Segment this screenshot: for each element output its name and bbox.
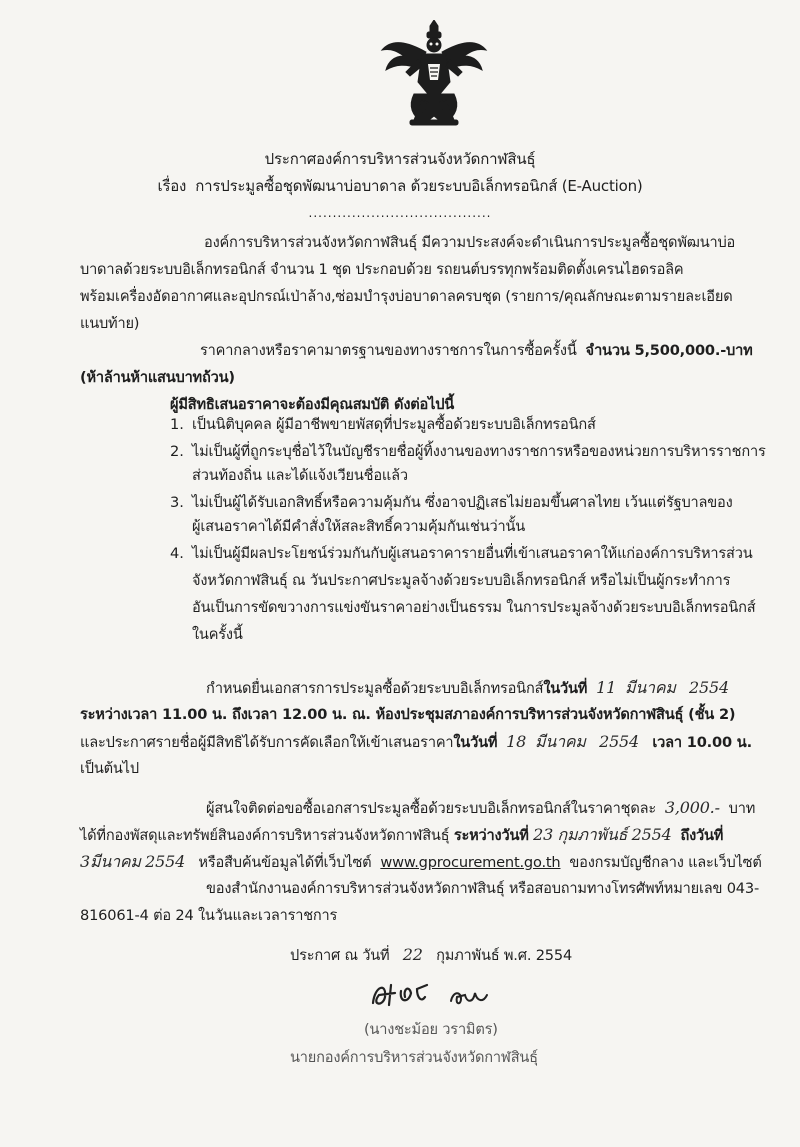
purchase-line-1 — [206, 798, 755, 819]
purchase-end-month: มีนาคม — [89, 852, 141, 871]
schedule-day: 11 — [596, 678, 617, 697]
announce-day: 22 — [402, 945, 423, 964]
qualification-number: 4. — [170, 545, 184, 562]
schedule-text: กำหนดยื่นเอกสารการประมูลซื้อด้วยระบบอิเล็กทรอนิกส์ — [206, 680, 544, 697]
intro-line-1: องค์การบริหารส่วนจังหวัดกาฬสินธุ์ มีความประสงค์จะดำเนินการประมูลซื้อชุดพัฒนาบ่อ — [204, 234, 736, 251]
shortlist-day: 18 — [506, 732, 527, 751]
purchase-price: 3,000.- — [664, 798, 720, 817]
intro-line-2: บาดาลด้วยระบบอิเล็กทรอนิกส์ จำนวน 1 ชุด ประกอบด้วย รถยนต์บรรทุกพร้อมติดตั้งเครนไฮดรอลิค — [80, 261, 684, 278]
qualification-number: 2. — [170, 443, 184, 460]
garuda-emblem-icon — [378, 20, 490, 132]
signer-title: นายกองค์การบริหารส่วนจังหวัดกาฬสินธุ์ — [290, 1049, 538, 1066]
schedule-line-1 — [206, 678, 729, 699]
purchase-line-3 — [80, 852, 762, 873]
qualification-2-line-1: ไม่เป็นผู้ที่ถูกระบุชื่อไว้ในบัญชีรายชื่อผู้ทิ้งงานของทางราชการหรือของหน่วยการบริหารราชการ — [192, 443, 766, 460]
schedule-line-3 — [80, 732, 752, 753]
qualifications-heading: ผู้มีสิทธิเสนอราคาจะต้องมีคุณสมบัติ ดังต่อไปนี้ — [170, 396, 455, 413]
shortlist-text: และประกาศรายชื่อผู้มีสิทธิได้รับการคัดเลือกให้เข้าเสนอราคา — [80, 734, 454, 751]
subject-label: เรื่อง — [157, 177, 187, 195]
purchase-unit: บาท — [728, 800, 756, 817]
price-words: (ห้าล้านห้าแสนบาทถ้วน) — [80, 369, 235, 386]
schedule-date-label: ในวันที่ — [543, 680, 588, 697]
announce-date — [290, 945, 572, 966]
price-label: ราคากลางหรือราคามาตรฐานของทางราชการในการซื้อครั้งนี้ — [200, 342, 577, 359]
schedule-line-4: เป็นต้นไป — [80, 760, 139, 777]
purchase-start-day: 23 — [533, 825, 554, 844]
signature-icon — [365, 975, 505, 1015]
intro-line-3: พร้อมเครื่องอัดอากาศและอุปกรณ์เป่าล้าง,ซ่อมบำรุงบ่อบาดาลครบชุด (รายการ/คุณลักษณะตามรายละเอียด — [80, 288, 733, 305]
qualification-3-line-2: ผู้เสนอราคาได้มีคำสั่งให้สละสิทธิ์ความคุ้มกันเช่นว่านั้น — [192, 518, 526, 535]
shortlist-time: เวลา 10.00 น. — [652, 734, 752, 751]
purchase-text: ผู้สนใจติดต่อขอซื้อเอกสารประมูลซื้อด้วยระบบอิเล็กทรอนิกส์ในราคาชุดละ — [206, 800, 656, 817]
gprocurement-link[interactable]: www.gprocurement.go.th — [380, 854, 561, 871]
qualification-3-line-1: ไม่เป็นผู้ได้รับเอกสิทธิ์หรือความคุ้มกัน ซึ่งอาจปฏิเสธไม่ยอมขึ้นศาลไทย เว้นแต่รัฐบาลของ — [192, 494, 733, 511]
purchase-until-label: ถึงวันที่ — [680, 827, 724, 844]
purchase-start-year: 2554 — [631, 825, 672, 844]
qualification-1-line-1: เป็นนิติบุคคล ผู้มีอาชีพขายพัสดุที่ประมูลซื้อด้วยระบบอิเล็กทรอนิกส์ — [192, 416, 596, 433]
intro-line-4: แนบท้าย) — [80, 315, 140, 332]
purchase-line-4: ของสำนักงานองค์การบริหารส่วนจังหวัดกาฬสินธุ์ หรือสอบถามทางโทรศัพท์หมายเลข 043- — [206, 880, 760, 897]
qualification-4-line-1: ไม่เป็นผู้มีผลประโยชน์ร่วมกันกับผู้เสนอราคารายอื่นที่เข้าเสนอราคาให้แก่องค์การบริหารส่วน — [192, 545, 753, 562]
qualification-4-line-4: ในครั้งนี้ — [192, 626, 243, 643]
schedule-line-2: ระหว่างเวลา 11.00 น. ถึงเวลา 12.00 น. ณ. ห้องประชุมสภาองค์การบริหารส่วนจังหวัดกาฬสินธุ์ (ชั้น 2) — [80, 706, 736, 723]
website-text: หรือสืบค้นข้อมูลได้ที่เว็บไซต์ — [198, 854, 372, 871]
shortlist-year: 2554 — [599, 732, 640, 751]
purchase-end-year: 2554 — [145, 852, 186, 871]
qualification-number: 1. — [170, 416, 184, 433]
purchase-period-label: ระหว่างวันที่ — [453, 827, 529, 844]
qualification-2-line-2: ส่วนท้องถิ่น และได้แจ้งเวียนชื่อแล้ว — [192, 467, 408, 484]
purchase-start-month: กุมภาพันธ์ — [557, 825, 628, 844]
price-line-1 — [200, 341, 753, 361]
announcement-title: ประกาศองค์การบริหารส่วนจังหวัดกาฬสินธุ์ — [264, 150, 536, 168]
schedule-month: มีนาคม — [624, 678, 676, 697]
price-amount: จำนวน 5,500,000.-บาท — [585, 342, 753, 359]
announcement-subject — [0, 176, 800, 196]
shortlist-date-label: ในวันที่ — [453, 734, 498, 751]
qualification-4-line-2: จังหวัดกาฬสินธุ์ ณ วันประกาศประมูลจ้างด้วยระบบอิเล็กทรอนิกส์ หรือไม่เป็นผู้กระทำการ — [192, 572, 731, 589]
qualification-4-line-3: อันเป็นการขัดขวางการแข่งขันราคาอย่างเป็นธรรม ในการประมูลจ้างด้วยระบบอิเล็กทรอนิกส์ — [192, 599, 756, 616]
schedule-year: 2554 — [689, 678, 729, 697]
subject-text: การประมูลซื้อชุดพัฒนาบ่อบาดาล ด้วยระบบอิเล็กทรอนิกส์ (E-Auction) — [195, 177, 643, 195]
purchase-line-5: 816061-4 ต่อ 24 ในวันและเวลาราชการ — [80, 907, 338, 924]
purchase-end-day: 3 — [80, 852, 90, 871]
qualification-number: 3. — [170, 494, 184, 511]
website-owner: ของกรมบัญชีกลาง และเว็บไซต์ — [569, 854, 762, 871]
purchase-line-2 — [80, 825, 723, 846]
shortlist-month: มีนาคม — [535, 732, 586, 751]
signer-name: (นางชะม้อย วรามิตร) — [364, 1021, 498, 1038]
purchase-location: ได้ที่กองพัสดุและทรัพย์สินองค์การบริหารส่วนจังหวัดกาฬสินธุ์ — [80, 827, 450, 844]
announce-month-year: กุมภาพันธ์ พ.ศ. 2554 — [436, 947, 573, 964]
announce-label: ประกาศ ณ วันที่ — [290, 947, 390, 964]
title-divider: ...................................... — [308, 206, 492, 220]
